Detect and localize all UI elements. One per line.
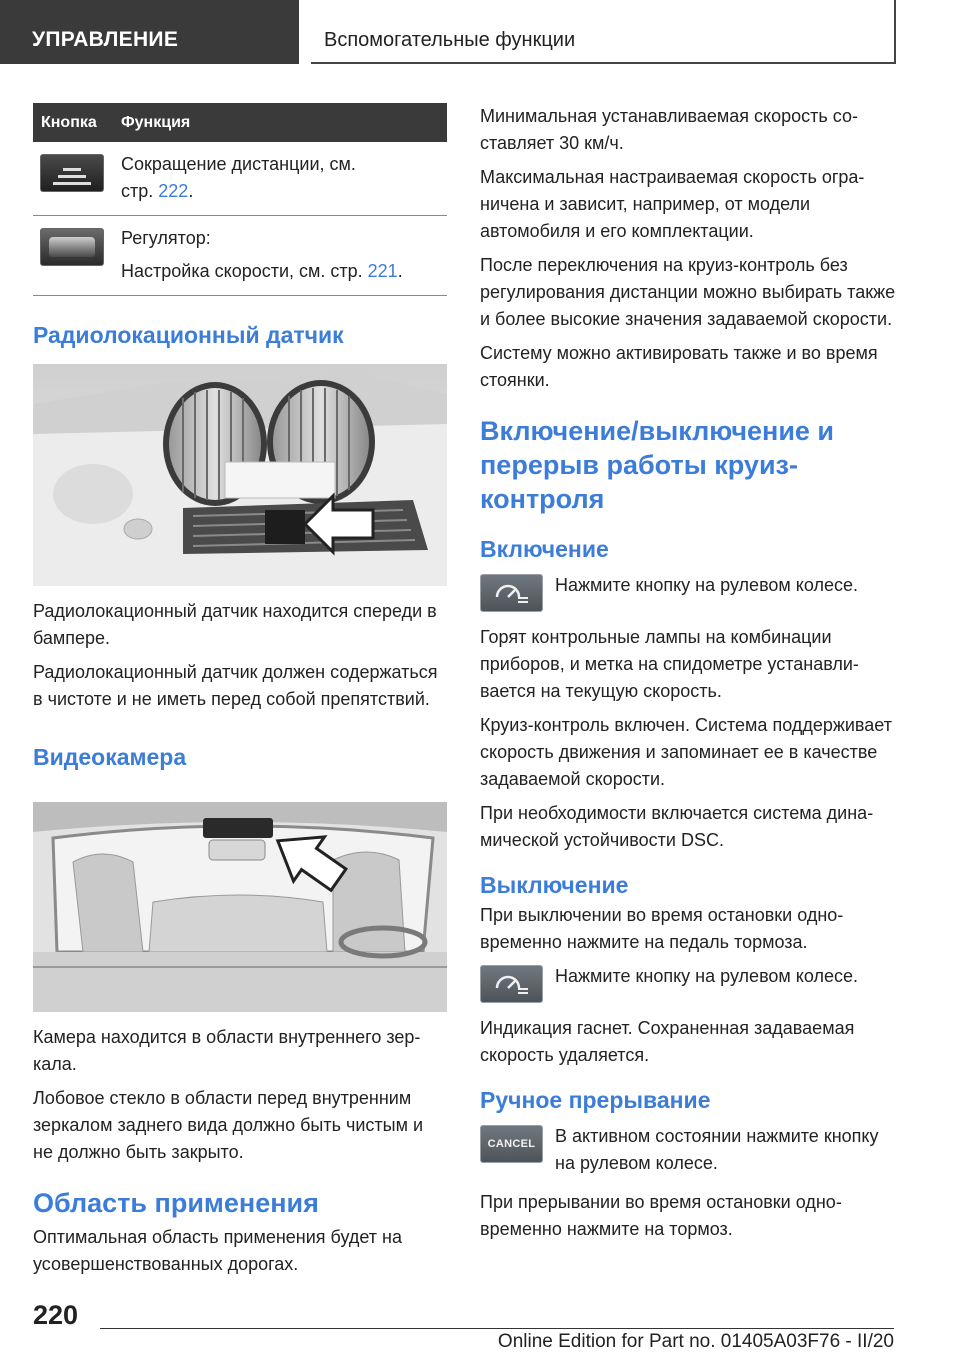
paragraph: Систему можно активировать также и во время стоянки.	[480, 343, 878, 390]
section-heading: Ручное прерывание	[480, 1087, 711, 1113]
cruise-control-button	[480, 965, 543, 1003]
paragraph: При прерывании во время остановки одновременно нажмите на тормоз.	[480, 1192, 842, 1239]
paragraph: Круиз-контроль включен. Система поддерживает скорость движения и запоминает ее в качестве задаваемой скорости.	[480, 715, 892, 789]
row-text: Сокращение дистанции, см.	[121, 154, 356, 174]
cancel-label: CANCEL	[487, 1138, 536, 1150]
paragraph: Радиолокационный датчик находится спереди в бампере.	[33, 601, 437, 648]
section-heading: Область применения	[33, 1188, 319, 1218]
row-text: Регулятор:	[121, 228, 211, 248]
button-instruction	[480, 572, 896, 612]
instruction-text: В активном состоянии нажмите кнопку на рулевом колесе.	[555, 1126, 879, 1173]
distance-icon	[40, 154, 104, 192]
page-link[interactable]: 221	[367, 261, 398, 281]
table-row: Регулятор: Настройка скорости, см. стр. 221.	[33, 216, 447, 296]
left-column	[33, 103, 447, 1285]
paragraph: Минимальная устанавливаемая скорость составляет 30 км/ч.	[480, 106, 858, 153]
paragraph: При необходимости включается система динамической устойчивости DSC.	[480, 803, 874, 850]
button-instruction	[480, 963, 896, 1003]
rocker-switch-icon	[40, 228, 104, 266]
paragraph: При выключении во время остановки одновременно нажмите на педаль тормоза.	[480, 905, 844, 952]
section-heading: Видеокамера	[33, 744, 187, 770]
paragraph: Максимальная настраиваемая скорость ограничена и зависит, например, от модели автомобиля и его комплектации.	[480, 167, 865, 241]
cancel-button	[480, 1125, 543, 1163]
section-heading: Включение	[480, 536, 609, 562]
instruction-text: Нажмите кнопку на рулевом колесе.	[555, 966, 859, 986]
page-number: 220	[33, 1300, 79, 1330]
instruction-text: Нажмите кнопку на рулевом колесе.	[555, 575, 859, 595]
header-chapter: Вспомогательные функции	[311, 0, 896, 64]
paragraph: Радиолокационный датчик должен содержаться в чистоте и не иметь перед собой препятствий.	[33, 662, 438, 709]
interior-camera-photo	[33, 802, 447, 1012]
header-section: УПРАВЛЕНИЕ	[0, 0, 299, 64]
page-link[interactable]: 222	[158, 181, 189, 201]
section-heading: Выключение	[480, 872, 629, 898]
table-header-button: Кнопка	[33, 103, 119, 142]
footer-divider	[100, 1328, 894, 1329]
paragraph: Камера находится в области внутреннего зеркала.	[33, 1027, 421, 1074]
button-instruction	[480, 1123, 896, 1177]
paragraph: Индикация гаснет. Сохраненная задаваемая скорость удаляется.	[480, 1018, 855, 1065]
table-row: Сокращение дистанции, см. стр. 222.	[33, 142, 447, 216]
right-column	[480, 103, 896, 1250]
cruise-control-icon	[494, 582, 530, 604]
page-prefix: стр.	[121, 181, 159, 201]
edition-text: Online Edition for Part no. 01405A03F76 - II/20	[497, 1331, 894, 1352]
cruise-control-icon	[494, 973, 530, 995]
car-interior-illustration	[33, 802, 447, 1012]
button-function-table	[33, 103, 447, 296]
car-front-illustration	[33, 364, 447, 586]
cruise-control-button	[480, 574, 543, 612]
section-heading: Радиолокационный датчик	[33, 322, 344, 348]
bumper-radar-photo	[33, 364, 447, 586]
main-heading: Включение/выключение и перерыв работы круиз-контроля	[480, 416, 835, 514]
paragraph: Лобовое стекло в области перед внутренним зеркалом заднего вида должно быть чистым и не должно быть закрыто.	[33, 1088, 424, 1162]
table-header-function: Функция	[119, 103, 447, 142]
paragraph: После переключения на круиз-контроль без регулирования дистанции можно выбирать также и более высокие значения задаваемой скорости.	[480, 255, 896, 329]
paragraph: Горят контрольные лампы на комбинации приборов, и метка на спидометре устанавливается на текущую скорость.	[480, 627, 859, 701]
paragraph: Оптимальная область применения будет на усовершенствованных дорогах.	[33, 1227, 402, 1274]
